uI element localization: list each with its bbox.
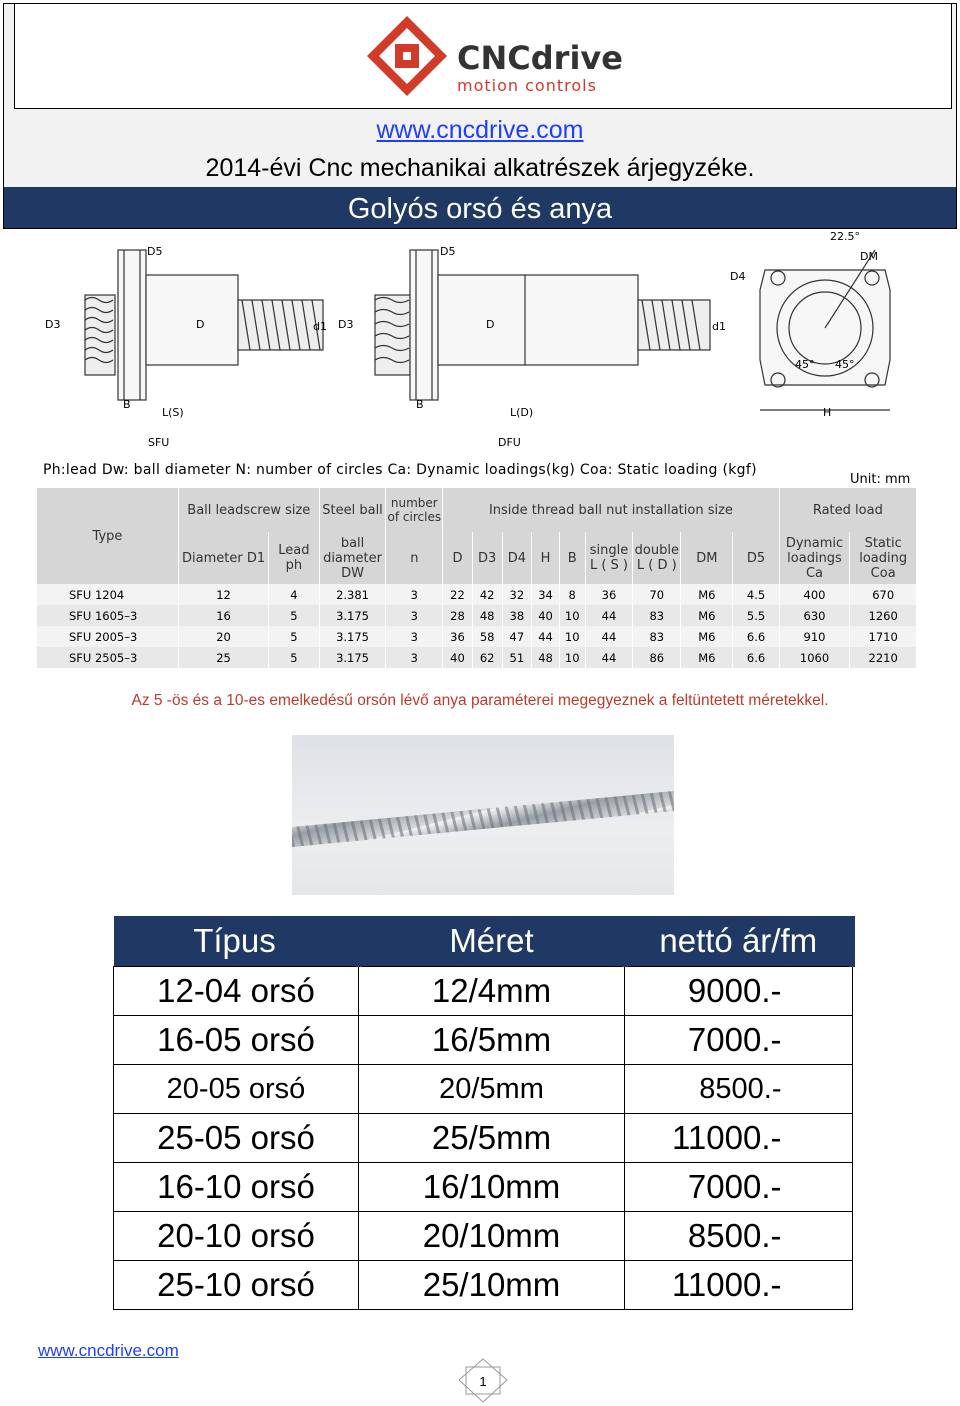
spec-cell: 42 [472, 584, 502, 605]
spec-cell: 70 [633, 584, 681, 605]
spec-cell: 83 [633, 626, 681, 647]
label-sfu: SFU [148, 436, 170, 449]
spec-cell: 3.175 [319, 647, 386, 668]
spec-cell: 3.175 [319, 626, 386, 647]
spec-cell: 2210 [850, 647, 917, 668]
spec-cell: 10 [559, 626, 585, 647]
spec-cell: 44 [585, 647, 633, 668]
price-type-cell: 16-05 orsó [114, 1016, 359, 1065]
spec-cell: 83 [633, 605, 681, 626]
spec-cell: 44 [532, 626, 560, 647]
spec-cell: 28 [443, 605, 473, 626]
price-value-cell: 9000.- [625, 967, 853, 1016]
spec-cell: 1060 [779, 647, 850, 668]
price-size-cell: 16/5mm [359, 1016, 625, 1065]
spec-cell: 3 [386, 626, 443, 647]
label-d4: D4 [730, 270, 746, 283]
note-text: Az 5 -ös és a 10-es emelkedésű orsón lévő anya paraméterei megegyeznek a feltüntetett méretekkel. [131, 692, 829, 709]
logo-subtext: motion controls [457, 76, 597, 95]
spec-header-ball-diameter: ball diameter DW [319, 532, 386, 584]
spec-cell: 3 [386, 584, 443, 605]
spec-cell: M6 [681, 626, 733, 647]
page-number-badge [458, 1358, 508, 1403]
spec-row [37, 626, 917, 647]
spec-cell: 48 [532, 647, 560, 668]
spec-cell: 4 [269, 584, 319, 605]
spec-cell: 44 [585, 626, 633, 647]
spec-cell: 36 [443, 626, 473, 647]
label-45b: 45° [835, 358, 855, 371]
label-d: D [196, 318, 205, 331]
spec-header-B: B [559, 532, 585, 584]
spec-cell: 38 [502, 605, 532, 626]
spec-cell: 25 [178, 647, 268, 668]
price-size-cell: 25/5mm [359, 1114, 625, 1163]
spec-header-single: single L ( S ) [585, 532, 633, 584]
spec-header-dynamic: Dynamic loadings Ca [779, 532, 850, 584]
price-header-size: Méret [359, 916, 625, 967]
spec-cell: 20 [178, 626, 268, 647]
spec-row [37, 605, 917, 626]
spec-cell: 1710 [850, 626, 917, 647]
spec-cell: 2.381 [319, 584, 386, 605]
spec-cell: 32 [502, 584, 532, 605]
spec-cell: SFU 2005–3 [37, 626, 178, 647]
logo-area [14, 4, 952, 109]
label-dm: DM [860, 250, 878, 263]
spec-cell: 670 [850, 584, 917, 605]
spec-cell: M6 [681, 584, 733, 605]
price-size-cell: 12/4mm [359, 967, 625, 1016]
spec-header-rated: Rated load [779, 488, 916, 532]
price-size-cell: 25/10mm [359, 1261, 625, 1310]
price-value-cell: 8500.- [625, 1065, 853, 1114]
label-b-dfu: B [416, 398, 424, 411]
spec-header-D3: D3 [472, 532, 502, 584]
spec-cell: 47 [502, 626, 532, 647]
price-row [114, 1114, 853, 1163]
price-row [114, 1163, 853, 1212]
spec-cell: 10 [559, 605, 585, 626]
spec-cell: M6 [681, 647, 733, 668]
page-number: 1 [479, 1374, 487, 1389]
spec-cell: 5 [269, 626, 319, 647]
label-d1-dfu: d1 [712, 320, 726, 333]
label-d3: D3 [45, 318, 61, 331]
spec-row [37, 584, 917, 605]
document-subtitle: 2014-évi Cnc mechanikai alkatrészek árjegyzéke. [205, 154, 755, 182]
spec-header-D4: D4 [502, 532, 532, 584]
price-type-cell: 20-05 orsó [114, 1065, 359, 1114]
spec-cell: 8 [559, 584, 585, 605]
spec-header-ball-size: Ball leadscrew size [178, 488, 319, 532]
price-value-cell: 8500.- [625, 1212, 853, 1261]
label-b: B [123, 398, 131, 411]
spec-header-lead: Lead ph [269, 532, 319, 584]
spec-cell: 630 [779, 605, 850, 626]
unit-label: Unit: mm [850, 472, 911, 487]
label-d5: D5 [147, 245, 163, 258]
label-d1: d1 [313, 320, 327, 333]
spec-header-number-circles: number of circles [386, 488, 443, 532]
spec-header-static: Static loading Coa [850, 532, 917, 584]
spec-cell: 3 [386, 647, 443, 668]
spec-cell: 5 [269, 605, 319, 626]
label-d3-dfu: D3 [338, 318, 354, 331]
spec-cell: 4.5 [733, 584, 779, 605]
spec-cell: 12 [178, 584, 268, 605]
spec-header-n: n [386, 532, 443, 584]
label-45: 45° [795, 358, 815, 371]
spec-header-steel-ball: Steel ball [319, 488, 386, 532]
price-value-cell: 7000.- [625, 1163, 853, 1212]
spec-cell: 48 [472, 605, 502, 626]
price-row [114, 1016, 853, 1065]
spec-header-H: H [532, 532, 560, 584]
header [3, 3, 957, 229]
spec-header-D: D [443, 532, 473, 584]
price-header-type: Típus [114, 916, 359, 967]
spec-table [37, 488, 917, 668]
spec-cell: 6.6 [733, 626, 779, 647]
price-type-cell: 20-10 orsó [114, 1212, 359, 1261]
label-ls: L(S) [162, 406, 184, 419]
spec-cell: 62 [472, 647, 502, 668]
price-size-cell: 20/5mm [359, 1065, 625, 1114]
spec-cell: 1260 [850, 605, 917, 626]
legend-text: Ph:lead Dw: ball diameter N: number of circles Ca: Dynamic loadings(kg) Coa: Static loading (kgf) [43, 462, 757, 478]
spec-header-diameter: Diameter D1 [178, 532, 268, 584]
spec-header-D5: D5 [733, 532, 779, 584]
spec-cell: SFU 1204 [37, 584, 178, 605]
spec-cell: 34 [532, 584, 560, 605]
spec-cell: 36 [585, 584, 633, 605]
ball-nut-technical-drawing [30, 230, 930, 460]
spec-cell: 22 [443, 584, 473, 605]
price-value-cell: 11000.- [625, 1114, 853, 1163]
label-dfu: DFU [498, 436, 521, 449]
spec-cell: 3.175 [319, 605, 386, 626]
spec-cell: 5.5 [733, 605, 779, 626]
spec-cell: 5 [269, 647, 319, 668]
spec-cell: 3 [386, 605, 443, 626]
spec-header-type: Type [37, 488, 178, 584]
price-type-cell: 16-10 orsó [114, 1163, 359, 1212]
footer-url-link[interactable]: www.cncdrive.com [38, 1341, 179, 1360]
spec-cell: 10 [559, 647, 585, 668]
spec-cell: 51 [502, 647, 532, 668]
price-value-cell: 11000.- [625, 1261, 853, 1310]
spec-row [37, 647, 917, 668]
spec-header-double: double L ( D ) [633, 532, 681, 584]
spec-header-inside: Inside thread ball nut installation size [443, 488, 780, 532]
spec-cell: 86 [633, 647, 681, 668]
price-type-cell: 12-04 orsó [114, 967, 359, 1016]
spec-cell: SFU 1605–3 [37, 605, 178, 626]
spec-header-DM: DM [681, 532, 733, 584]
price-table [113, 916, 855, 1310]
spec-cell: SFU 2505–3 [37, 647, 178, 668]
spec-cell: 6.6 [733, 647, 779, 668]
spec-cell: M6 [681, 605, 733, 626]
spec-cell: 400 [779, 584, 850, 605]
ball-screw-photo [292, 735, 674, 895]
label-angle: 22.5° [830, 230, 860, 243]
spec-cell: 58 [472, 626, 502, 647]
label-ld: L(D) [510, 406, 534, 419]
price-row [114, 1212, 853, 1261]
logo-text: CNCdrive [457, 39, 623, 77]
spec-cell: 910 [779, 626, 850, 647]
spec-cell: 40 [443, 647, 473, 668]
section-title: Golyós orsó és anya [4, 187, 956, 228]
price-row [114, 967, 853, 1016]
price-header-price: nettó ár/fm [625, 916, 853, 967]
spec-cell: 40 [532, 605, 560, 626]
label-h: H [823, 406, 832, 419]
price-row [114, 1065, 853, 1114]
price-row [114, 1261, 853, 1310]
price-value-cell: 7000.- [625, 1016, 853, 1065]
price-type-cell: 25-05 orsó [114, 1114, 359, 1163]
spec-cell: 16 [178, 605, 268, 626]
header-url-link[interactable]: www.cncdrive.com [376, 116, 584, 144]
price-size-cell: 16/10mm [359, 1163, 625, 1212]
cncdrive-logo-icon [365, 14, 449, 98]
spec-cell: 44 [585, 605, 633, 626]
price-type-cell: 25-10 orsó [114, 1261, 359, 1310]
label-d-dfu: D [486, 318, 495, 331]
label-d5-dfu: D5 [440, 245, 456, 258]
price-size-cell: 20/10mm [359, 1212, 625, 1261]
